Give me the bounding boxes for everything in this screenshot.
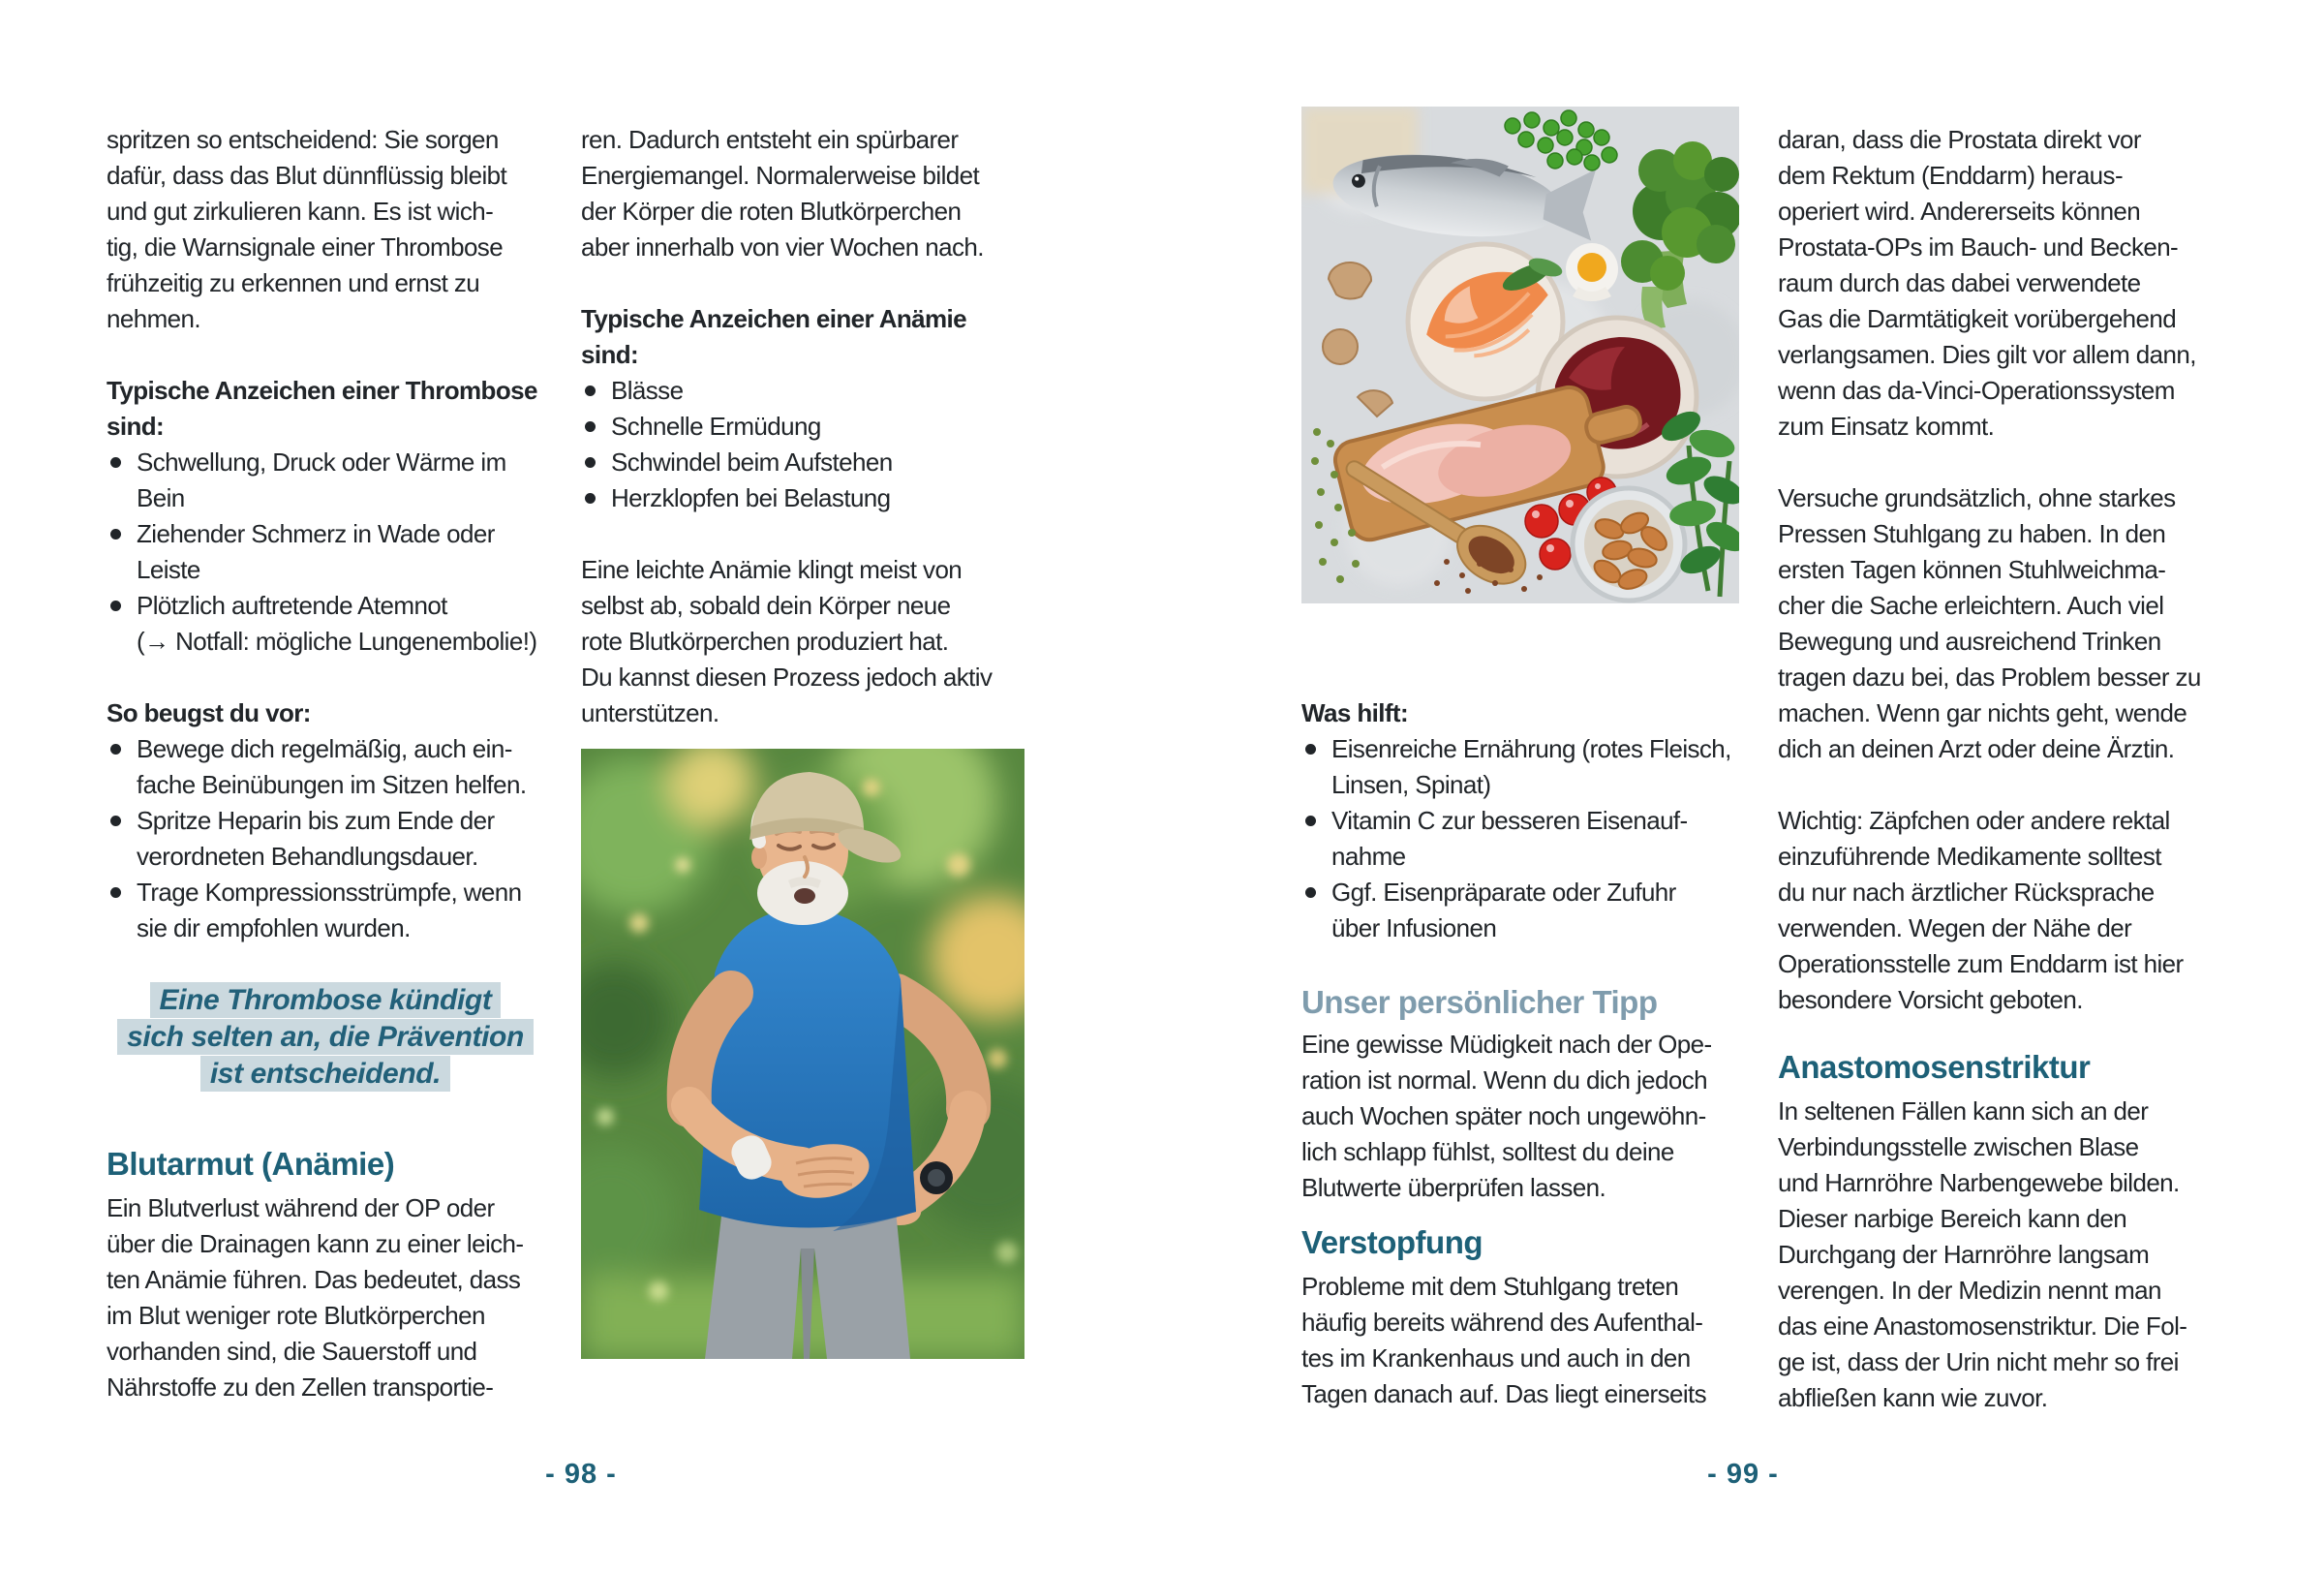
text-line: das eine Anastomosenstriktur. Die Fol- xyxy=(1778,1311,2187,1341)
chest-pain-man-photo xyxy=(581,749,1024,1359)
text-line: Linsen, Spinat) xyxy=(1331,770,1491,799)
text-line: im Blut weniger rote Blutkörperchen xyxy=(107,1301,485,1330)
text-line: auch Wochen später noch ungewöhn- xyxy=(1301,1101,1706,1130)
text-line: nahme xyxy=(1331,842,1406,871)
text-line: Du kannst diesen Prozess jedoch aktiv xyxy=(581,663,993,692)
text-line: ten Anämie führen. Das bedeutet, dass xyxy=(107,1265,521,1294)
text-line: ren. Dadurch entsteht ein spürbarer xyxy=(581,125,959,154)
text-line: verlangsamen. Dies gilt vor allem dann, xyxy=(1778,340,2196,369)
list-item xyxy=(107,731,544,803)
list-item xyxy=(107,803,544,875)
paragraph xyxy=(1778,122,2223,445)
paragraph xyxy=(1778,480,2223,767)
paragraph xyxy=(1778,803,2223,1018)
text-line: verengen. In der Medizin nennt man xyxy=(1778,1276,2161,1305)
text-line: verordneten Behandlungsdauer. xyxy=(137,842,478,871)
list-item xyxy=(107,516,544,588)
text-line: Gas die Darmtätigkeit vorübergehend xyxy=(1778,304,2177,333)
text-line: daran, dass die Prostata direkt vor xyxy=(1778,125,2141,154)
text-line: Blutwerte überprüfen lassen. xyxy=(1301,1173,1606,1202)
text-line: dich an deinen Arzt oder deine Ärztin. xyxy=(1778,734,2175,763)
list-item xyxy=(107,875,544,946)
text-line: Schnelle Ermüdung xyxy=(611,412,821,441)
list-item xyxy=(581,445,1044,480)
text-line: tragen dazu bei, das Problem besser zu xyxy=(1778,663,2201,692)
list-item xyxy=(581,373,1044,409)
text-line: ist entscheidend. xyxy=(200,1056,450,1092)
page99-column-1 xyxy=(1301,107,1739,1448)
subheading-was-hilft xyxy=(1301,695,1739,731)
text-line: und Harnröhre Narbengewebe bilden. xyxy=(1778,1168,2180,1197)
paragraph xyxy=(581,122,1044,265)
pull-quote xyxy=(107,982,544,1092)
text-line: raum durch das dabei verwendete xyxy=(1778,268,2141,297)
text-line: ration ist normal. Wenn du dich jedoch xyxy=(1301,1065,1707,1095)
tip-paragraph xyxy=(1301,1027,1739,1206)
list-item xyxy=(107,588,544,660)
text-line: spritzen so entscheidend: Sie sorgen xyxy=(107,125,499,154)
text-line: Schwellung, Druck oder Wärme im xyxy=(137,447,506,477)
text-line: häufig bereits während des Aufenthal- xyxy=(1301,1308,1703,1337)
text-line: über die Drainagen kann zu einer leich- xyxy=(107,1229,524,1258)
section-heading-verstopfung: Verstopfung xyxy=(1301,1224,1483,1260)
text-line: machen. Wenn gar nichts geht, wende xyxy=(1778,698,2187,727)
section-heading-blutarmut: Blutarmut (Anämie) xyxy=(107,1146,395,1182)
text-line: ge ist, dass der Urin nicht mehr so frei xyxy=(1778,1347,2179,1376)
text-line: Was hilft: xyxy=(1301,698,1409,727)
paragraph xyxy=(107,1190,544,1405)
text-line: lich schlapp fühlst, solltest du deine xyxy=(1301,1137,1674,1166)
subheading-anaemie-anzeichen xyxy=(581,301,1044,373)
text-line: Ziehender Schmerz in Wade oder xyxy=(137,519,495,548)
text-line: frühzeitig zu erkennen und ernst zu xyxy=(107,268,480,297)
text-line: Operationsstelle zum Enddarm ist hier xyxy=(1778,949,2184,978)
text-line: du nur nach ärztlicher Rücksprache xyxy=(1778,878,2155,907)
text-line: Eine Thrombose kündigt xyxy=(150,982,502,1018)
page98-column-2 xyxy=(581,122,1044,1359)
page98-column-1 xyxy=(107,122,544,1441)
text-line: Probleme mit dem Stuhlgang treten xyxy=(1301,1272,1679,1301)
text-line: Trage Kompressionsstrümpfe, wenn xyxy=(137,878,522,907)
text-line: Plötzlich auftretende Atemnot xyxy=(137,591,447,620)
text-line: Prostata-OPs im Bauch- und Becken- xyxy=(1778,232,2179,262)
text-line: Blässe xyxy=(611,376,684,405)
text-line: über Infusionen xyxy=(1331,913,1497,942)
text-line: selbst ab, sobald dein Körper neue xyxy=(581,591,951,620)
text-line: sich selten an, die Prävention xyxy=(117,1019,534,1055)
page99-column-2 xyxy=(1778,122,2223,1452)
text-line: Versuche grundsätzlich, ohne starkes xyxy=(1778,483,2176,512)
text-line: Eine leichte Anämie klingt meist von xyxy=(581,555,963,584)
list-item xyxy=(581,409,1044,445)
text-line: Dieser narbige Bereich kann den xyxy=(1778,1204,2127,1233)
list-item xyxy=(1301,803,1739,875)
text-line: besondere Vorsicht geboten. xyxy=(1778,985,2083,1014)
text-line: Typische Anzeichen einer Anämie xyxy=(581,304,967,333)
bullet-list-vorbeugen xyxy=(107,731,544,946)
text-line: operiert wird. Andererseits können xyxy=(1778,197,2141,226)
text-line: unterstützen. xyxy=(581,698,719,727)
text-line: Vitamin C zur besseren Eisenauf- xyxy=(1331,806,1688,835)
paragraph xyxy=(107,122,544,337)
text-line: Spritze Heparin bis zum Ende der xyxy=(137,806,495,835)
text-line: (→ Notfall: mögliche Lungenembolie!) xyxy=(137,627,537,656)
text-line: Leiste xyxy=(137,555,200,584)
text-line: Bewegung und ausreichend Trinken xyxy=(1778,627,2161,656)
text-line: Wichtig: Zäpfchen oder andere rektal xyxy=(1778,806,2170,835)
paragraph xyxy=(1778,1094,2223,1416)
text-line: abfließen kann wie zuvor. xyxy=(1778,1383,2048,1412)
text-line: und gut zirkulieren kann. Es ist wich- xyxy=(107,197,494,226)
text-line: ersten Tagen können Stuhlweichma- xyxy=(1778,555,2166,584)
iron-rich-foods-photo xyxy=(1301,107,1739,603)
text-line: Herzklopfen bei Belastung xyxy=(611,483,891,512)
text-line: Pressen Stuhlgang zu haben. In den xyxy=(1778,519,2166,548)
text-line: rote Blutkörperchen produziert hat. xyxy=(581,627,949,656)
subheading-vorbeugen xyxy=(107,695,544,731)
text-line: Ein Blutverlust während der OP oder xyxy=(107,1193,495,1222)
text-line: tes im Krankenhaus und auch in den xyxy=(1301,1343,1691,1373)
paragraph xyxy=(581,552,1044,731)
bullet-list-was-hilft xyxy=(1301,731,1739,946)
text-line: wenn das da-Vinci-Operationssystem xyxy=(1778,376,2175,405)
text-line: In seltenen Fällen kann sich an der xyxy=(1778,1096,2149,1126)
page-99 xyxy=(1162,0,2324,1573)
text-line: einzuführende Medikamente solltest xyxy=(1778,842,2161,871)
list-item xyxy=(1301,875,1739,946)
bullet-list-anaemie-anzeichen xyxy=(581,373,1044,516)
list-item xyxy=(581,480,1044,516)
text-line: Tagen danach auf. Das liegt einerseits xyxy=(1301,1379,1707,1408)
text-line: Durchgang der Harnröhre langsam xyxy=(1778,1240,2150,1269)
text-line: Nährstoffe zu den Zellen transportie- xyxy=(107,1373,494,1402)
text-line: Ggf. Eisenpräparate oder Zufuhr xyxy=(1331,878,1676,907)
list-item xyxy=(107,445,544,516)
text-line: tig, die Warnsignale einer Thrombose xyxy=(107,232,504,262)
text-line: dem Rektum (Enddarm) heraus- xyxy=(1778,161,2123,190)
text-line: der Körper die roten Blutkörperchen xyxy=(581,197,962,226)
text-line: vorhanden sind, die Sauerstoff und xyxy=(107,1337,477,1366)
page-number-left: - 98 - xyxy=(545,1459,617,1490)
text-line: fache Beinübungen im Sitzen helfen. xyxy=(137,770,527,799)
text-line: sind: xyxy=(581,340,639,369)
text-line: aber innerhalb von vier Wochen nach. xyxy=(581,232,984,262)
text-line: Eine gewisse Müdigkeit nach der Ope- xyxy=(1301,1030,1712,1059)
bullet-list-thrombose-anzeichen xyxy=(107,445,544,660)
page-number-right: - 99 - xyxy=(1707,1459,1779,1490)
tip-heading: Unser persönlicher Tipp xyxy=(1301,984,1658,1020)
text-line: nehmen. xyxy=(107,304,200,333)
text-line: Energiemangel. Normalerweise bildet xyxy=(581,161,980,190)
text-line: dafür, dass das Blut dünnflüssig bleibt xyxy=(107,161,507,190)
section-heading-anastomosenstriktur: Anastomosenstriktur xyxy=(1778,1049,2091,1085)
text-line: Eisenreiche Ernährung (rotes Fleisch, xyxy=(1331,734,1731,763)
text-line: Bewege dich regelmäßig, auch ein- xyxy=(137,734,512,763)
subheading-thrombose-anzeichen xyxy=(107,373,544,445)
paragraph xyxy=(1301,1269,1739,1412)
list-item xyxy=(1301,731,1739,803)
text-line: Verbindungsstelle zwischen Blase xyxy=(1778,1132,2139,1161)
text-line: verwenden. Wegen der Nähe der xyxy=(1778,913,2132,942)
text-line: Schwindel beim Aufstehen xyxy=(611,447,893,477)
text-line: sie dir empfohlen wurden. xyxy=(137,913,411,942)
text-line: Bein xyxy=(137,483,185,512)
text-line: So beugst du vor: xyxy=(107,698,311,727)
text-line: sind: xyxy=(107,412,165,441)
text-line: cher die Sache erleichtern. Auch viel xyxy=(1778,591,2164,620)
text-line: Typische Anzeichen einer Thrombose xyxy=(107,376,537,405)
text-line: zum Einsatz kommt. xyxy=(1778,412,1995,441)
